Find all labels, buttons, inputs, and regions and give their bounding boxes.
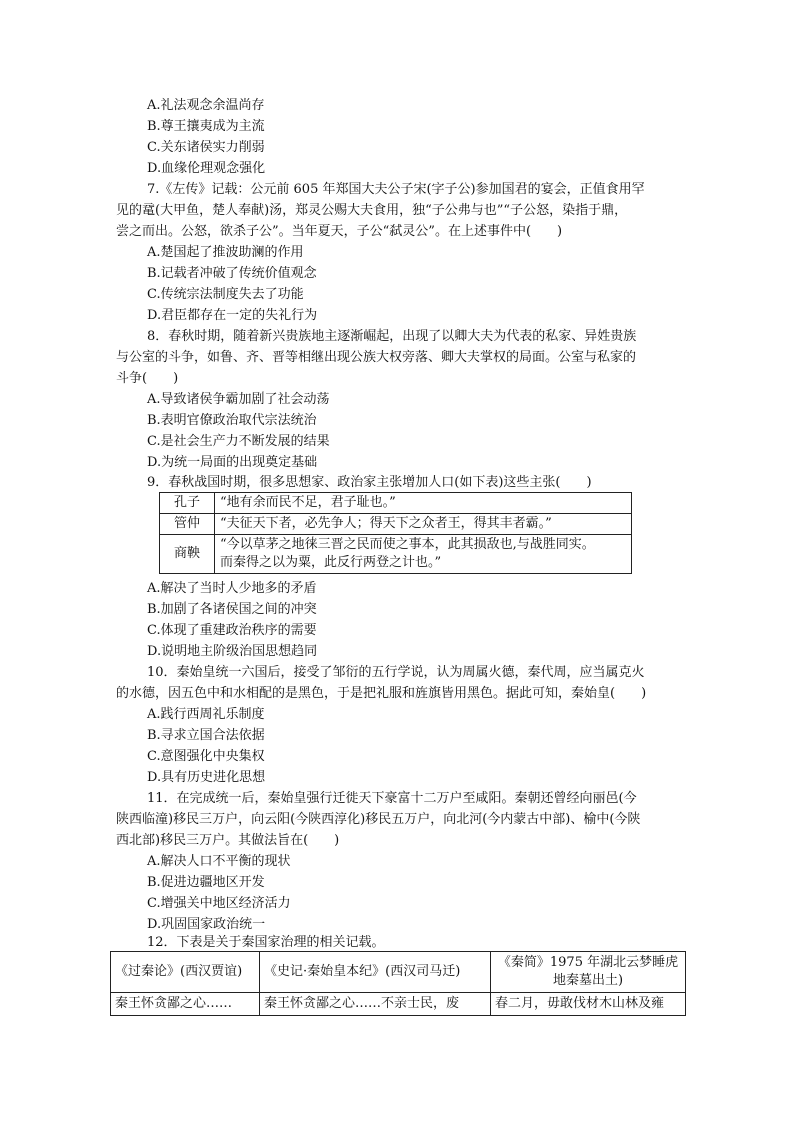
q6-option-d: D.血缘伦理观念强化 — [147, 161, 266, 176]
q8-option-d: D.为统一局面的出现奠定基础 — [147, 455, 318, 470]
header-line: 《秦简》1975 年湖北云梦睡虎 — [497, 955, 679, 970]
q11-option-c: C.增强关中地区经济活力 — [147, 896, 291, 911]
thinker-quote: “地有余而民不足，君子耻也。” — [215, 493, 632, 514]
header-line: 地秦墓出土) — [552, 973, 624, 988]
q9-stem: 9．春秋战国时期，很多思想家、政治家主张增加人口(如下表)这些主张( ) — [147, 475, 592, 490]
q9-option-d: D.说明地主阶级治国思想趋同 — [147, 644, 318, 659]
cell-guoqinlun: 秦王怀贪鄙之心…… — [111, 993, 260, 1016]
table-row — [160, 493, 632, 514]
cell-shiji: 秦王怀贪鄙之心……不亲士民，废 — [260, 993, 491, 1016]
thinker-quote — [215, 535, 632, 574]
q8-stem-line-2: 与公室的斗争，如鲁、齐、晋等相继出现公族大权旁落、卿大夫掌权的局面。公室与私家的 — [116, 350, 637, 365]
thinker-name: 孔子 — [160, 493, 215, 514]
q8-option-a: A.导致诸侯争霸加剧了社会动荡 — [147, 392, 330, 407]
q8-option-b: B.表明官僚政治取代宗法统治 — [147, 413, 317, 428]
quote-line: 而秦得之以为粟，此反行两登之计也。” — [220, 555, 442, 570]
q11-option-a: A.解决人口不平衡的现状 — [147, 854, 291, 869]
q9-quote-table — [159, 492, 632, 574]
q7-option-d: D.君臣都存在一定的失礼行为 — [147, 308, 318, 323]
q11-option-d: D.巩固国家政治统一 — [147, 917, 266, 932]
q7-stem-line-2: 见的鼋(大甲鱼，楚人奉献)汤，郑灵公赐大夫食用，独“子公弗与也”“子公怒，染指于鼎， — [116, 203, 628, 218]
q8-stem-line-1: 8．春秋时期，随着新兴贵族地主逐渐崛起，出现了以卿大夫为代表的私家、异姓贵族 — [147, 329, 637, 344]
q7-stem-line-3: 尝之而出。公怒，欲杀子公”。当年夏天，子公“弑灵公”。在上述事件中( ) — [116, 224, 563, 239]
q7-option-b: B.记载者冲破了传统价值观念 — [147, 266, 317, 281]
q12-records-table — [110, 951, 686, 1016]
q6-option-b: B.尊王攘夷成为主流 — [147, 119, 265, 134]
header-guoqinlun: 《过秦论》(西汉贾谊) — [111, 952, 260, 993]
q8-stem-line-3: 斗争( ) — [116, 371, 179, 386]
table-row — [111, 993, 686, 1016]
header-shiji: 《史记·秦始皇本纪》(西汉司马迁) — [260, 952, 491, 993]
cell-qinjian: 春二月，毋敢伐材木山林及雍 — [491, 993, 686, 1016]
table-row — [160, 535, 632, 574]
q10-stem-line-1: 10．秦始皇统一六国后，接受了邹衍的五行学说，认为周属火德，秦代周，应当属克火 — [147, 665, 645, 680]
q6-option-c: C.关东诸侯实力削弱 — [147, 140, 265, 155]
q9-option-a: A.解决了当时人少地多的矛盾 — [147, 581, 317, 596]
thinker-quote: “夫征天下者，必先争人；得天下之众者王，得其丰者霸。” — [215, 514, 632, 535]
q9-option-c: C.体现了重建政治秩序的需要 — [147, 623, 317, 638]
q11-stem-line-1: 11．在完成统一后，秦始皇强行迁徙天下豪富十二万户至咸阳。秦朝还曾经向丽邑(今 — [147, 791, 637, 806]
q11-option-b: B.促进边疆地区开发 — [147, 875, 265, 890]
header-qinjian — [491, 952, 686, 993]
q10-option-a: A.践行西周礼乐制度 — [147, 707, 265, 722]
q11-stem-line-2: 陕西临潼)移民三万户，向云阳(今陕西淳化)移民五万户，向北河(今内蒙古中部)、榆中(今陕 — [116, 812, 641, 827]
table-row — [160, 514, 632, 535]
q9-option-b: B.加剧了各诸侯国之间的冲突 — [147, 602, 317, 617]
thinker-name: 商鞅 — [160, 535, 215, 574]
thinker-name: 管仲 — [160, 514, 215, 535]
q7-option-c: C.传统宗法制度失去了功能 — [147, 287, 304, 302]
q10-option-c: C.意图强化中央集权 — [147, 749, 265, 764]
q10-option-b: B.寻求立国合法依据 — [147, 728, 265, 743]
q10-option-d: D.具有历史进化思想 — [147, 770, 266, 785]
q7-stem-line-1: 7.《左传》记载：公元前 605 年郑国大夫公子宋(字子公)参加国君的宴会，正值食用罕 — [147, 182, 645, 197]
q12-stem: 12．下表是关于秦国家治理的相关记载。 — [147, 935, 385, 950]
q7-option-a: A.楚国起了推波助澜的作用 — [147, 245, 304, 260]
quote-line: “今以草茅之地徕三晋之民而使之事本，此其损敌也,与战胜同实。 — [220, 537, 595, 552]
q6-option-a: A.礼法观念余温尚存 — [147, 98, 265, 113]
q8-option-c: C.是社会生产力不断发展的结果 — [147, 434, 330, 449]
q11-stem-line-3: 西北部)移民三万户。其做法旨在( ) — [116, 833, 340, 848]
table-header-row — [111, 952, 686, 993]
q10-stem-line-2: 的水德，因五色中和水相配的是黑色，于是把礼服和旌旗皆用黑色。据此可知，秦始皇( ) — [116, 686, 647, 701]
